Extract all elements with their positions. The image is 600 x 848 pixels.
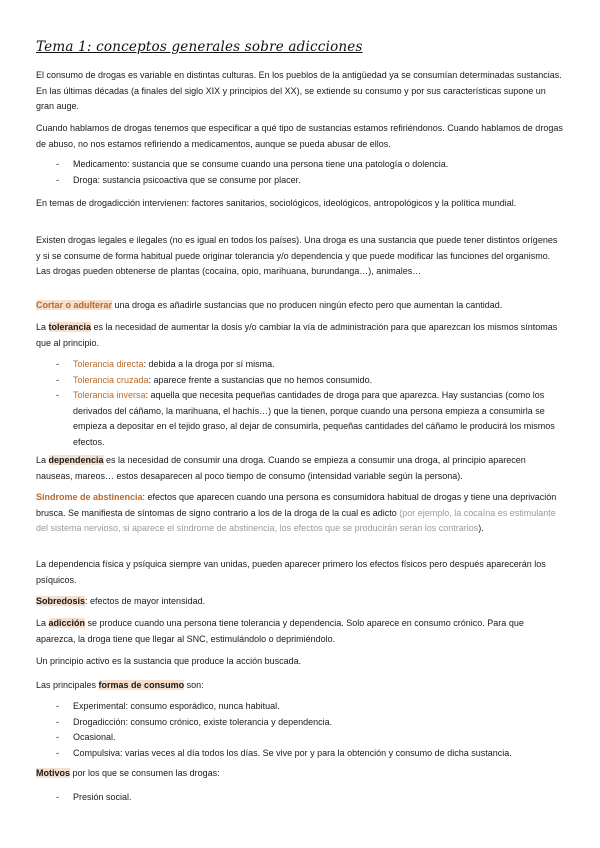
list-item: - Ocasional. [36,730,564,746]
paragraph-factors: En temas de drogadicción intervienen: factores sanitarios, sociológicos, ideológicos, antropológicos y la política mundial. [36,198,517,208]
paragraph-motivos: Motivos por los que se consumen las drogas: [36,768,220,778]
term-cortar: Cortar o adulterar [36,300,113,310]
paragraph-principio-activo: Un principio activo es la sustancia que produce la acción buscada. [36,656,302,666]
document-title: Tema 1: conceptos generales sobre adicciones [36,39,363,55]
list-item: - Medicamento: sustancia que se consume cuando una persona tiene una patología o dolencia. [36,157,564,173]
list-item: - Droga: sustancia psicoactiva que se consume por placer. [36,173,564,189]
paragraph-fisica-psiquica: La dependencia física y psíquica siempre van unidas, pueden aparecer primero los efectos físicos pero después aparecerán los psíquicos. [36,559,546,585]
term-adiccion: adicción [48,618,86,628]
paragraph-adiccion: La adicción se produce cuando una persona tiene tolerancia y dependencia. Solo aparece en consumo crónico. Para que aparezca, la droga tiene que llegar al SNC, estimulándolo o deprimiéndolo. [36,618,524,644]
term-motivos: Motivos [36,768,71,778]
paragraph-history: El consumo de drogas es variable en distintas culturas. En los pueblos de la antigüedad ya se consumían determinadas sustancias. En las últimas décadas (a finales del siglo XIX y principios del XX), se extiende su consumo y por sus características supone un gran auge. [36,70,562,111]
dash-bullet: - [56,701,59,711]
dash-bullet: - [56,747,59,758]
paragraph-dependencia: La dependencia es la necesidad de consumir una droga. Cuando se empieza a consumir una droga, al principio aparecen nauseas, mareos… estos desaparecen al poco tiempo de consumo (intensidad variable según la persona). [36,455,526,481]
paragraph-abstinencia: Síndrome de abstinencia: efectos que aparecen cuando una persona es consumidora habitual de drogas y tiene una deprivación brusca. Se manifiesta de síntomas de signo contrario a los de la droga de la cual es adicto (por ejemplo, la cocaína es estimulante del sistema nervioso, si aparece el síndrome de abstinencia, los efectos que se producirán serán los contrarios). [36,492,557,533]
list-item: - Tolerancia directa: debida a la droga por sí misma. [36,357,564,373]
dash-bullet: - [56,390,59,400]
gray-note: (por ejemplo, la cocaína es estimulante del sistema nervioso, si aparece el síndrome de abstinencia, los efectos que se producirán serán los contrarios [36,507,556,533]
paragraph-sobredosis: Sobredosis: efectos de mayor intensidad. [36,596,206,606]
term-tolerancia-cruzada: Tolerancia cruzada [73,374,149,385]
paragraph-tolerancia: La tolerancia es la necesidad de aumentar la dosis y/o cambiar la vía de administración para que aparezcan los mismos síntomas que al principio. [36,322,558,348]
list-medicamento-droga [36,157,564,188]
paragraph-formas-consumo: Las principales formas de consumo son: [36,680,204,690]
dash-bullet: - [56,159,59,169]
list-item: - Tolerancia inversa: aquella que necesita pequeñas cantidades de droga para que aparezca. Hay sustancias (como los derivados del cáñamo, la marihuana, el hachís…) que la tienen, porque cuando una persona empieza a consumirla se empieza a depositar en el tejido graso, al dejar de consumirla, pequeñas cantidades del cáñamo le producirá los mismos efectos. [56,390,555,447]
list-item: - Presión social. [36,790,564,806]
dash-bullet: - [56,374,59,385]
list-item: - Compulsiva: varias veces al día todos los días. Se vive por y para la obtención y consumo de dicha sustancia. [36,746,564,762]
paragraph-drug-types: Cuando hablamos de drogas tenemos que especificar a qué tipo de sustancias estamos refiriéndonos. Cuando hablamos de drogas de abuso, no nos estamos refiriendo a medicamentos, aunque se pueda abusar de ellos. [36,123,563,149]
dash-bullet: - [56,716,59,727]
dash-bullet: - [56,792,59,802]
list-formas [36,699,564,761]
paragraph-legal-drugs: Existen drogas legales e ilegales (no es igual en todos los países). Una droga es una sustancia que puede tener distintos orígenes y si se consume de forma habitual puede originar tolerancia y/o dependencia y que puede modificar las funciones del organismo. Las drogas pueden obtenerse de plantas (cocaína, opio, marihuana, burundanga…), animales… [36,235,558,276]
list-item: - Experimental: consumo esporádico, nunca habitual. [36,699,564,715]
term-sobredosis: Sobredosis [36,596,86,606]
term-tolerancia-directa: Tolerancia directa [73,359,144,369]
term-tolerancia-inversa: Tolerancia inversa [73,390,146,400]
term-formas-consumo: formas de consumo [98,680,185,690]
list-item: - Tolerancia cruzada: aparece frente a sustancias que no hemos consumido. [36,373,564,389]
term-tolerancia: tolerancia [48,322,92,332]
dash-bullet: - [56,174,59,185]
dash-bullet: - [56,732,59,742]
list-tolerancia [36,357,564,450]
paragraph-cortar: Cortar o adulterar una droga es añadirle sustancias que no producen ningún efecto pero que aumentan la cantidad. [36,300,503,310]
list-item: - Drogadicción: consumo crónico, existe tolerancia y dependencia. [36,715,564,731]
term-dependencia: dependencia [48,455,104,465]
dash-bullet: - [56,359,59,369]
term-abstinencia: Síndrome de abstinencia [36,492,143,502]
list-motivos [36,790,564,806]
